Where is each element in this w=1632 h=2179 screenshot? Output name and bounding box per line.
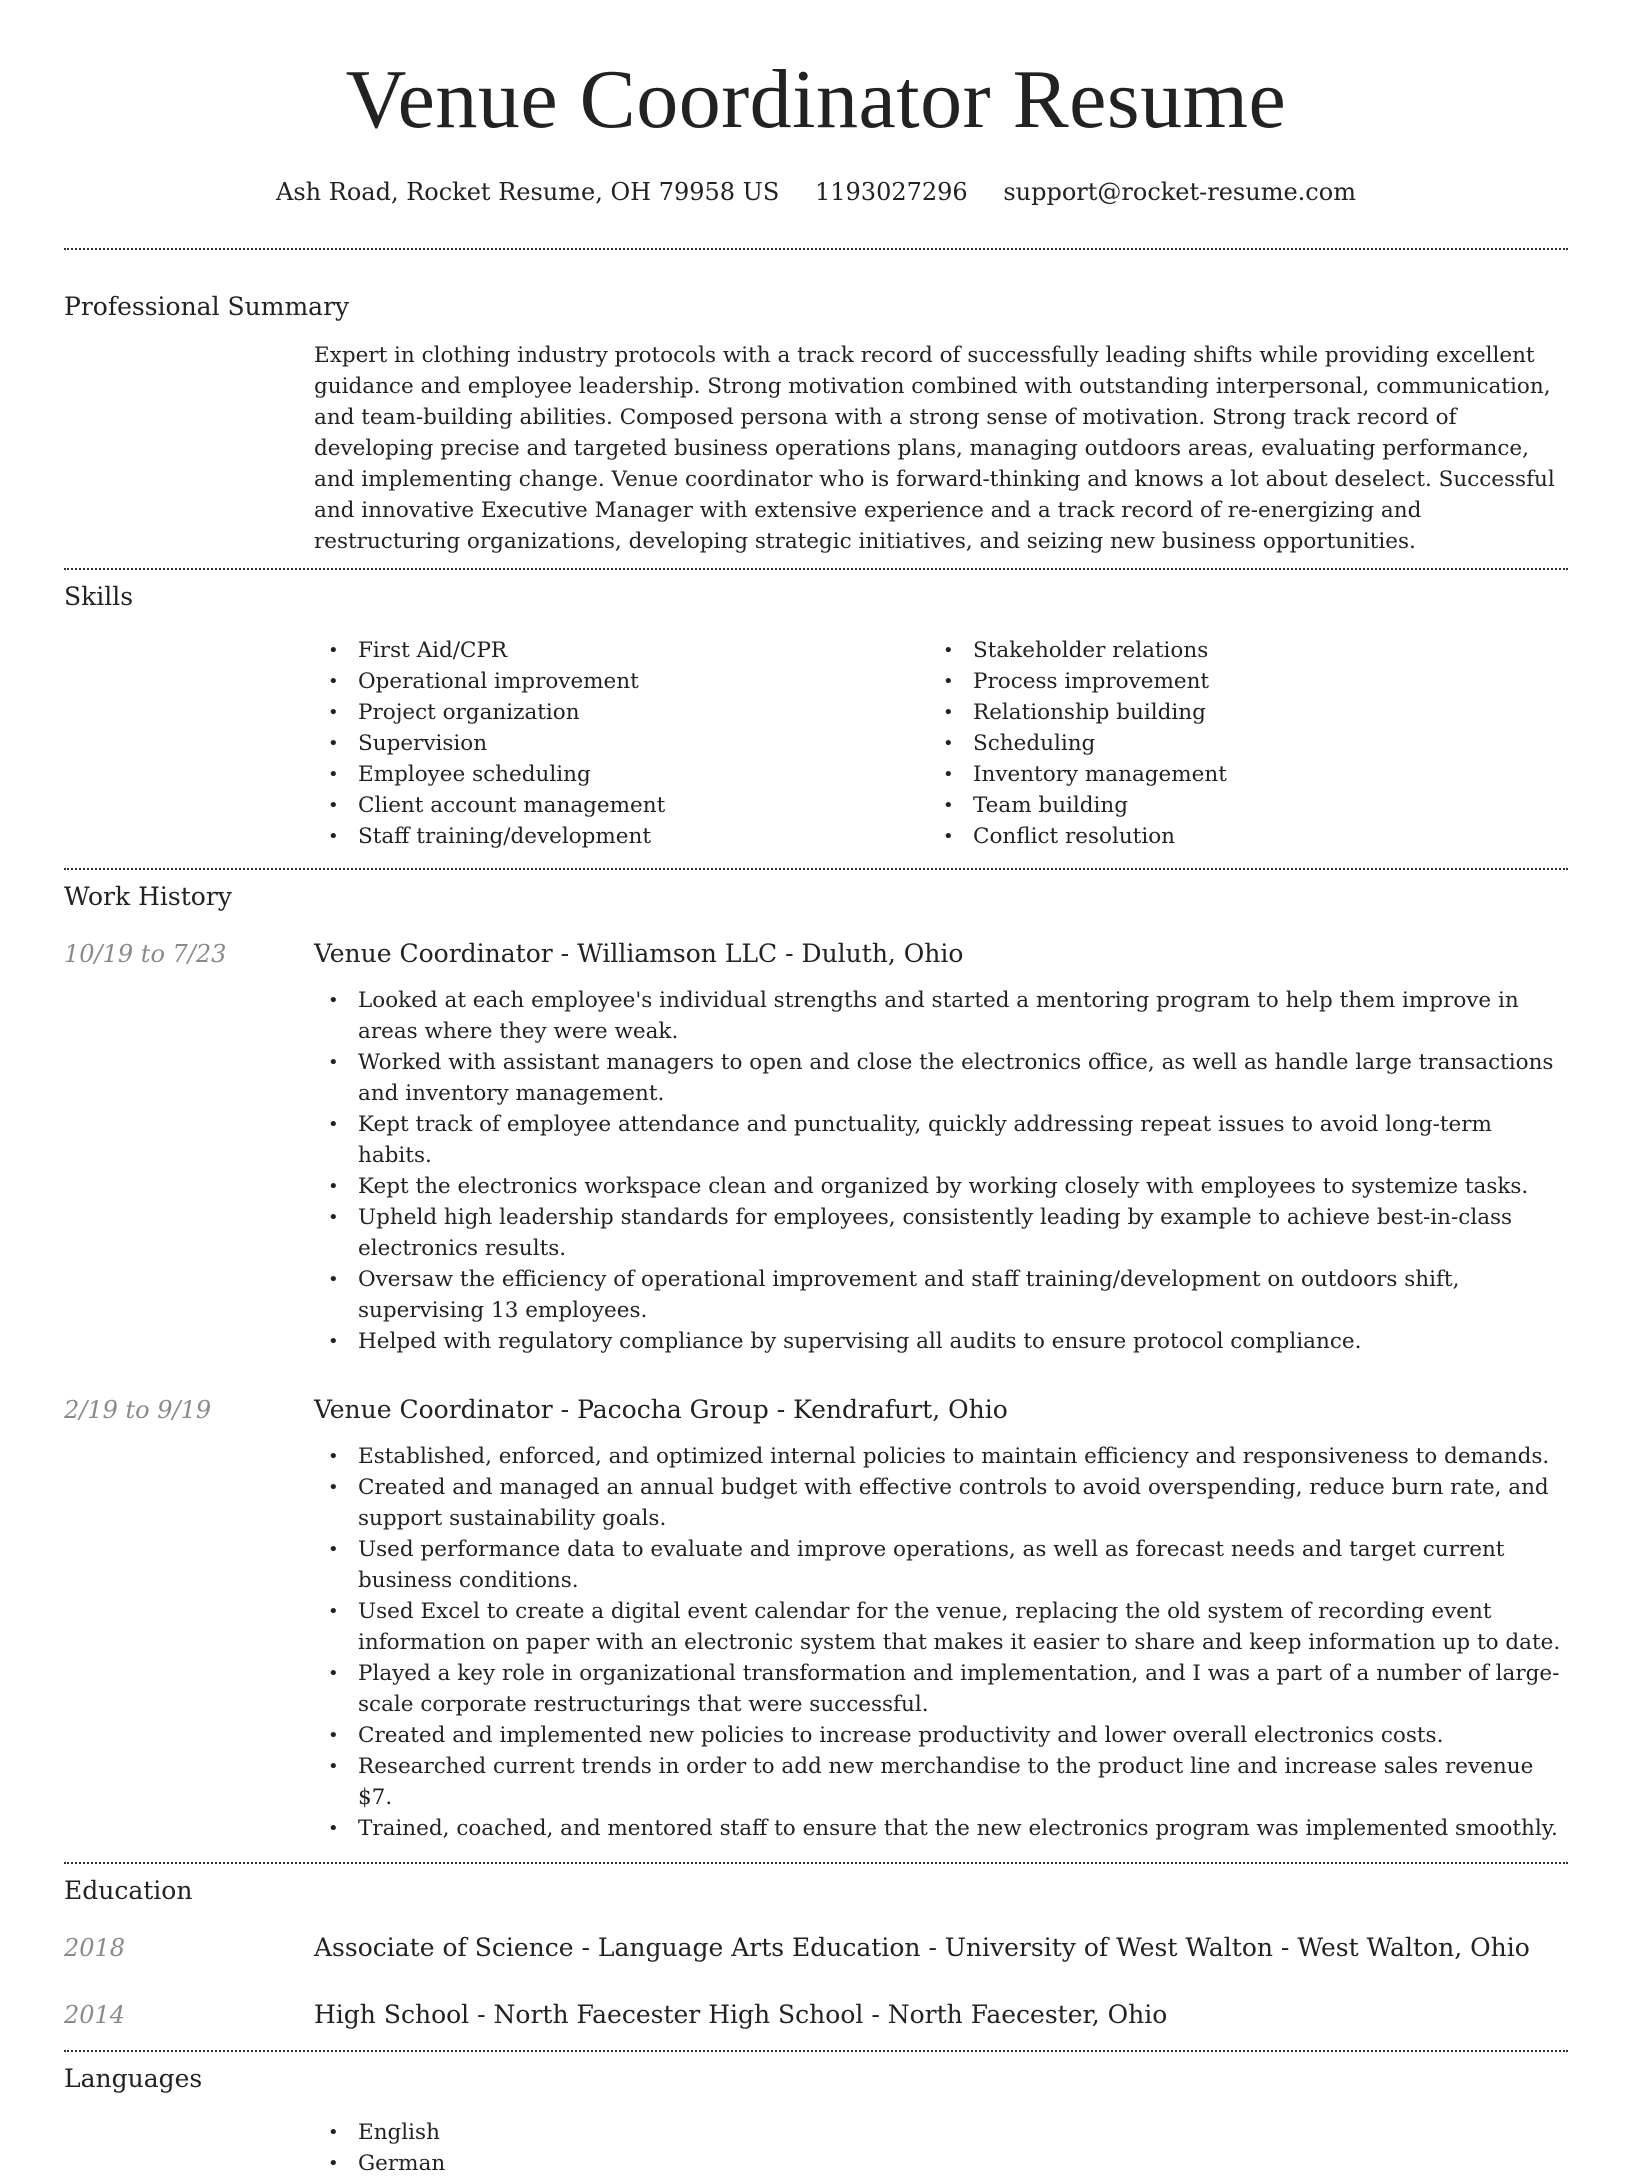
work-history-section [64, 870, 1568, 1844]
resume-header [64, 0, 1568, 208]
skill-item: • Staff training/development [314, 821, 929, 852]
job-bullet: • Kept the electronics workspace clean and organized by working closely with employees to systemize tasks. [314, 1171, 1568, 1202]
contact-address: Ash Road, Rocket Resume, OH 79958 US [276, 178, 780, 206]
contact-line [64, 176, 1568, 208]
job-bullet: • Trained, coached, and mentored staff to ensure that the new electronics program was implemented smoothly. [314, 1813, 1568, 1844]
job-entry [64, 1393, 1568, 1844]
skill-item: • Project organization [314, 697, 929, 728]
education-year: 2018 [64, 1934, 126, 1962]
contact-phone: 1193027296 [814, 178, 968, 206]
skill-item: • Scheduling [929, 728, 1544, 759]
job-bullet: • Worked with assistant managers to open and close the electronics office, as well as handle large transactions and inventory management. [314, 1047, 1568, 1109]
job-bullets [314, 985, 1568, 1357]
skill-item: • First Aid/CPR [314, 635, 929, 666]
skills-list-left [314, 635, 929, 852]
skill-item: • Conflict resolution [929, 821, 1544, 852]
skills-list-right [929, 635, 1544, 852]
job-dates: 2/19 to 9/19 [64, 1396, 212, 1424]
job-bullet: • Researched current trends in order to add new merchandise to the product line and increase sales revenue $7. [314, 1751, 1568, 1813]
job-title: Venue Coordinator - Pacocha Group - Kendrafurt, Ohio [314, 1395, 1008, 1424]
job-bullets [314, 1441, 1568, 1844]
education-text: High School - North Faecester High School - North Faecester, Ohio [314, 2000, 1168, 2029]
job-bullet: • Created and managed an annual budget with effective controls to avoid overspending, reduce burn rate, and support sustainability goals. [314, 1472, 1568, 1534]
skill-item: • Process improvement [929, 666, 1544, 697]
skill-item: • Team building [929, 790, 1544, 821]
education-text: Associate of Science - Language Arts Education - University of West Walton - West Walton, Ohio [314, 1933, 1530, 1962]
education-entry [64, 1931, 1568, 1965]
job-title: Venue Coordinator - Williamson LLC - Duluth, Ohio [314, 939, 964, 968]
skills-section [64, 570, 1568, 852]
job-bullet: • Created and implemented new policies to increase productivity and lower overall electronics costs. [314, 1720, 1568, 1751]
language-item: • German [314, 2148, 1568, 2179]
job-bullet: • Played a key role in organizational transformation and implementation, and I was a part of a number of large-scale corporate restructurings that were successful. [314, 1658, 1568, 1720]
job-entry [64, 937, 1568, 1357]
skill-item: • Inventory management [929, 759, 1544, 790]
education-entry [64, 1998, 1568, 2032]
skill-item: • Employee scheduling [314, 759, 929, 790]
education-heading: Education [64, 1876, 193, 1905]
job-bullet: • Used performance data to evaluate and improve operations, as well as forecast needs and target current business conditions. [314, 1534, 1568, 1596]
education-year: 2014 [64, 2001, 126, 2029]
job-bullet: • Upheld high leadership standards for employees, consistently leading by example to achieve best-in-class electronics results. [314, 1202, 1568, 1264]
languages-list [314, 2117, 1568, 2179]
skill-item: • Operational improvement [314, 666, 929, 697]
skill-item: • Supervision [314, 728, 929, 759]
languages-heading: Languages [64, 2064, 203, 2093]
languages-section [64, 2052, 1568, 2179]
skill-item: • Stakeholder relations [929, 635, 1544, 666]
language-item: • English [314, 2117, 1568, 2148]
job-bullet: • Established, enforced, and optimized internal policies to maintain efficiency and responsiveness to demands. [314, 1441, 1568, 1472]
resume-title: Venue Coordinator Resume [345, 53, 1287, 146]
summary-heading: Professional Summary [64, 292, 350, 321]
summary-section [64, 250, 1568, 557]
skill-item: • Client account management [314, 790, 929, 821]
summary-text: Expert in clothing industry protocols with a track record of successfully leading shifts while providing excellent guidance and employee leadership. Strong motivation combined with outstanding interpersonal, communication, and team-building abilities. Composed persona with a strong sense of motivation. Strong track record of developing precise and targeted business operations plans, managing outdoors areas, evaluating performance, and implementing change. Venue coordinator who is forward-thinking and knows a lot about deselect. Successful and innovative Executive Manager with extensive experience and a track record of re-energizing and restructuring organizations, developing strategic initiatives, and seizing new business opportunities. [314, 343, 1555, 554]
work-history-heading: Work History [64, 882, 232, 911]
education-section [64, 1864, 1568, 2032]
contact-email: support@rocket-resume.com [1003, 178, 1356, 206]
job-dates: 10/19 to 7/23 [64, 940, 227, 968]
job-bullet: • Helped with regulatory compliance by supervising all audits to ensure protocol compliance. [314, 1326, 1568, 1357]
job-bullet: • Looked at each employee's individual strengths and started a mentoring program to help them improve in areas where they were weak. [314, 985, 1568, 1047]
skills-heading: Skills [64, 582, 134, 611]
job-bullet: • Kept track of employee attendance and punctuality, quickly addressing repeat issues to avoid long-term habits. [314, 1109, 1568, 1171]
job-bullet: • Oversaw the efficiency of operational improvement and staff training/development on outdoors shift, supervising 13 employees. [314, 1264, 1568, 1326]
job-bullet: • Used Excel to create a digital event calendar for the venue, replacing the old system of recording event information on paper with an electronic system that makes it easier to share and keep information up to date. [314, 1596, 1568, 1658]
skill-item: • Relationship building [929, 697, 1544, 728]
